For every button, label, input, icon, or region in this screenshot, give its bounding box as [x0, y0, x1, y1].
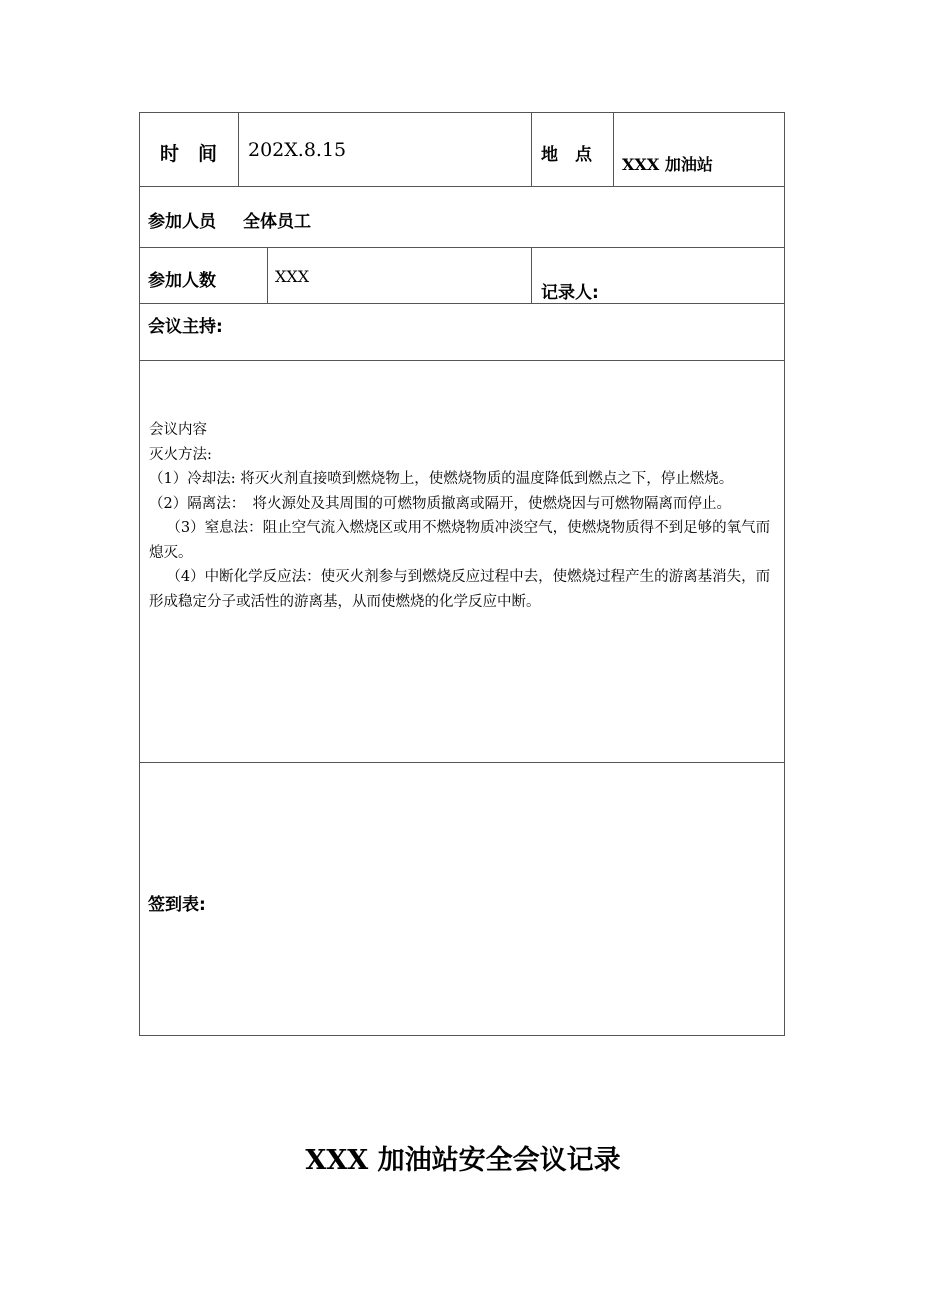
- count-label: 参加人数: [148, 271, 216, 291]
- document-title: XXX 加油站安全会议记录: [305, 1145, 621, 1176]
- content-subheading: 灭火方法:: [149, 446, 212, 463]
- location-value: XXX 加油站: [622, 155, 713, 174]
- content-item: （2）隔离法： 将火源处及其周围的可燃物质撤离或隔开，使燃烧因与可燃物隔离而停止。: [149, 495, 731, 512]
- row-divider: [140, 303, 784, 304]
- column-divider: [238, 113, 239, 186]
- column-divider: [531, 247, 532, 303]
- row-divider: [140, 247, 784, 248]
- content-item: （3）窒息法：阻止空气流入燃烧区或用不燃烧物质冲淡空气，使燃烧物质得不到足够的氧气而熄灭。: [149, 520, 771, 561]
- content-heading: 会议内容: [149, 422, 207, 438]
- time-value: 202X.8.15: [248, 139, 347, 161]
- host-label: 会议主持:: [148, 317, 223, 337]
- time-label: 时 间: [160, 143, 218, 165]
- meeting-content: [149, 418, 779, 614]
- column-divider: [531, 113, 532, 186]
- row-divider: [140, 186, 784, 187]
- recorder-label: 记录人:: [541, 283, 599, 303]
- content-cell: [140, 360, 784, 762]
- location-label: 地 点: [541, 145, 592, 165]
- count-value: XXX: [275, 267, 310, 286]
- column-divider: [267, 247, 268, 303]
- row-divider: [140, 762, 784, 763]
- content-item: （1）冷却法: 将灭火剂直接喷到燃烧物上，使燃烧物质的温度降低到燃点之下，停止燃烧。: [149, 471, 734, 487]
- participants-value: 全体员工: [243, 212, 311, 232]
- signin-label: 签到表:: [148, 895, 206, 915]
- content-item: （4）中断化学反应法：使灭火剂参与到燃烧反应过程中去，使燃烧过程产生的游离基消失，而形成稳定分子或活性的游离基，从而使燃烧的化学反应中断。: [149, 569, 771, 610]
- participants-label: 参加人员: [148, 212, 216, 232]
- meeting-record-form: [139, 112, 785, 1036]
- column-divider: [613, 113, 614, 186]
